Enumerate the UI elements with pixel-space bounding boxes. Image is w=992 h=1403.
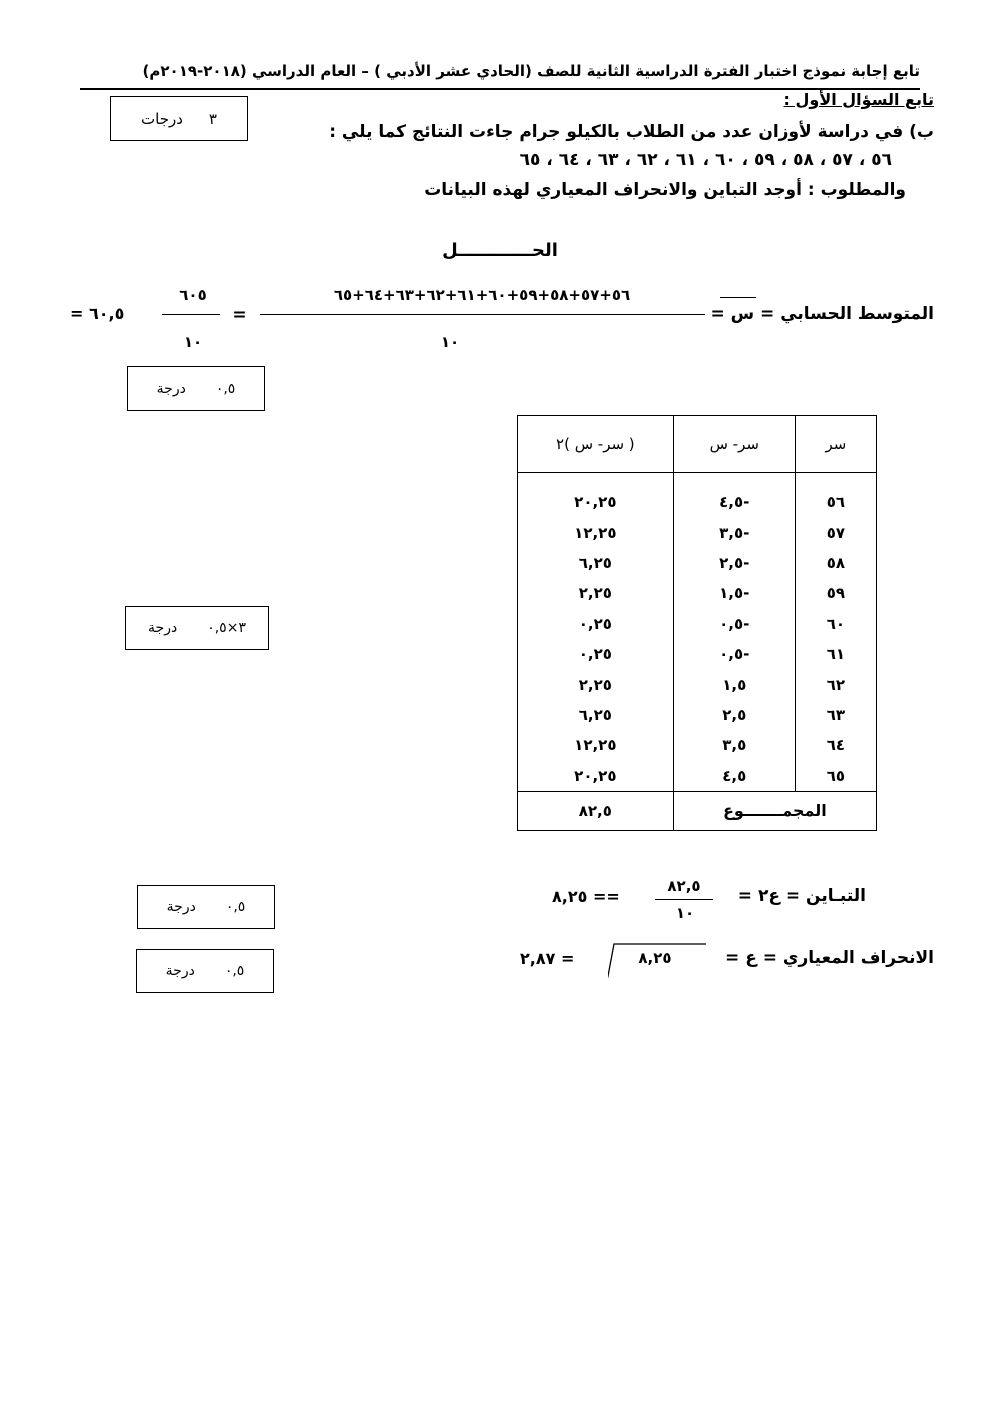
cell-squared: ٢٠,٢٥ — [518, 761, 674, 792]
std-result: = ٢,٨٧ — [520, 949, 575, 968]
mean-numerator: ٥٦+٥٧+٥٨+٥٩+٦٠+٦١+٦٢+٦٣+٦٤+٦٥ — [333, 286, 631, 304]
cell-x: ٥٧ — [795, 517, 876, 547]
marks-value: ٣ — [208, 109, 217, 128]
header-deviation: سر- س — [673, 416, 795, 473]
cell-x: ٥٩ — [795, 578, 876, 608]
variance-denominator: ١٠ — [675, 904, 695, 922]
mean-equals: = — [232, 305, 248, 325]
cell-x: ٦٥ — [795, 761, 876, 792]
table-row — [518, 609, 877, 639]
variance-numerator: ٨٢,٥ — [667, 877, 701, 895]
table-row — [518, 700, 877, 730]
marks-unit: درجة — [148, 620, 178, 636]
total-label: المجمـــــــوع — [673, 791, 876, 830]
cell-x: ٦١ — [795, 639, 876, 669]
cell-deviation: -٣,٥ — [673, 517, 795, 547]
table-row — [518, 669, 877, 699]
table-row — [518, 517, 877, 547]
marks-value: ٠,٥ — [225, 899, 246, 915]
mean-sum-denominator: ١٠ — [183, 333, 203, 351]
cell-x: ٦٠ — [795, 609, 876, 639]
question-statement: ب) في دراسة لأوزان عدد من الطلاب بالكيلو جرام جاءت النتائج كما يلي : — [329, 122, 934, 142]
cell-deviation: ٣,٥ — [673, 730, 795, 760]
std-label: الانحراف المعياري = ع = — [725, 948, 934, 968]
cell-squared: ٢,٢٥ — [518, 669, 674, 699]
cell-squared: ٠,٢٥ — [518, 609, 674, 639]
cell-x: ٦٤ — [795, 730, 876, 760]
variance-fraction-line — [655, 899, 713, 900]
variance-label: التبـاين = ع٢ = — [737, 886, 866, 906]
solution-title: الحــــــــــــل — [442, 240, 558, 261]
cell-deviation: -٤,٥ — [673, 473, 795, 518]
std-marks-box — [136, 949, 274, 993]
table-row — [518, 473, 877, 518]
mean-result: ٦٠,٥ = — [70, 304, 125, 323]
cell-squared: ١٢,٢٥ — [518, 730, 674, 760]
cell-deviation: -٢,٥ — [673, 548, 795, 578]
marks-value: ٠,٥ — [224, 963, 245, 979]
cell-x: ٥٨ — [795, 548, 876, 578]
cell-deviation: ٤,٥ — [673, 761, 795, 792]
table-row — [518, 730, 877, 760]
marks-value: ٠,٥ — [215, 380, 236, 397]
cell-x: ٥٦ — [795, 473, 876, 518]
table-marks-box — [125, 606, 269, 650]
marks-value: ٣×٠,٥ — [207, 620, 246, 636]
header-squared-deviation: ( سر- س )٢ — [518, 416, 674, 473]
continuation-label: تابع السؤال الأول : — [783, 90, 934, 109]
table-row — [518, 578, 877, 608]
question-data-values: ٥٦ ، ٥٧ ، ٥٨ ، ٥٩ ، ٦٠ ، ٦١ ، ٦٢ ، ٦٣ ، ٦٤ ، ٦٥ — [519, 150, 892, 170]
total-value: ٨٢,٥ — [518, 791, 674, 830]
cell-x: ٦٢ — [795, 669, 876, 699]
cell-squared: ٦,٢٥ — [518, 548, 674, 578]
mean-fraction-line — [260, 314, 705, 315]
variance-result: == ٨,٢٥ — [552, 887, 620, 906]
cell-deviation: -٠,٥ — [673, 639, 795, 669]
question-required: والمطلوب : أوجد التباين والانحراف المعياري لهذه البيانات — [424, 180, 906, 200]
mean-sum: ٦٠٥ — [179, 286, 207, 304]
table-total-row — [518, 791, 877, 830]
cell-deviation: ٢,٥ — [673, 700, 795, 730]
cell-deviation: ١,٥ — [673, 669, 795, 699]
deviation-table — [517, 415, 877, 831]
question-marks-box — [110, 96, 248, 141]
cell-squared: ٦,٢٥ — [518, 700, 674, 730]
std-radicand: ٨,٢٥ — [638, 949, 672, 967]
cell-squared: ٠,٢٥ — [518, 639, 674, 669]
cell-squared: ١٢,٢٥ — [518, 517, 674, 547]
table-header-row — [518, 416, 877, 473]
mean-overline — [720, 297, 756, 298]
cell-deviation: -٠,٥ — [673, 609, 795, 639]
cell-x: ٦٣ — [795, 700, 876, 730]
mean-label: المتوسط الحسابي = س = — [710, 304, 934, 324]
cell-deviation: -١,٥ — [673, 578, 795, 608]
marks-unit: درجة — [166, 899, 196, 915]
variance-marks-box — [137, 885, 275, 929]
marks-unit: درجة — [165, 963, 195, 979]
document-title: تابع إجابة نموذج اختبار الفترة الدراسية الثانية للصف (الحادي عشر الأدبي ) – العام الدراسي (٢٠١٨-٢٠١٩م) — [142, 62, 920, 80]
mean-marks-box — [127, 366, 265, 411]
header-x: سر — [795, 416, 876, 473]
table-row — [518, 548, 877, 578]
mean-denominator: ١٠ — [440, 333, 460, 351]
table-row — [518, 761, 877, 792]
cell-squared: ٢٠,٢٥ — [518, 473, 674, 518]
cell-squared: ٢,٢٥ — [518, 578, 674, 608]
marks-unit: درجة — [156, 380, 186, 397]
mean-sum-line — [162, 314, 220, 315]
table-row — [518, 639, 877, 669]
marks-unit: درجات — [141, 109, 183, 128]
